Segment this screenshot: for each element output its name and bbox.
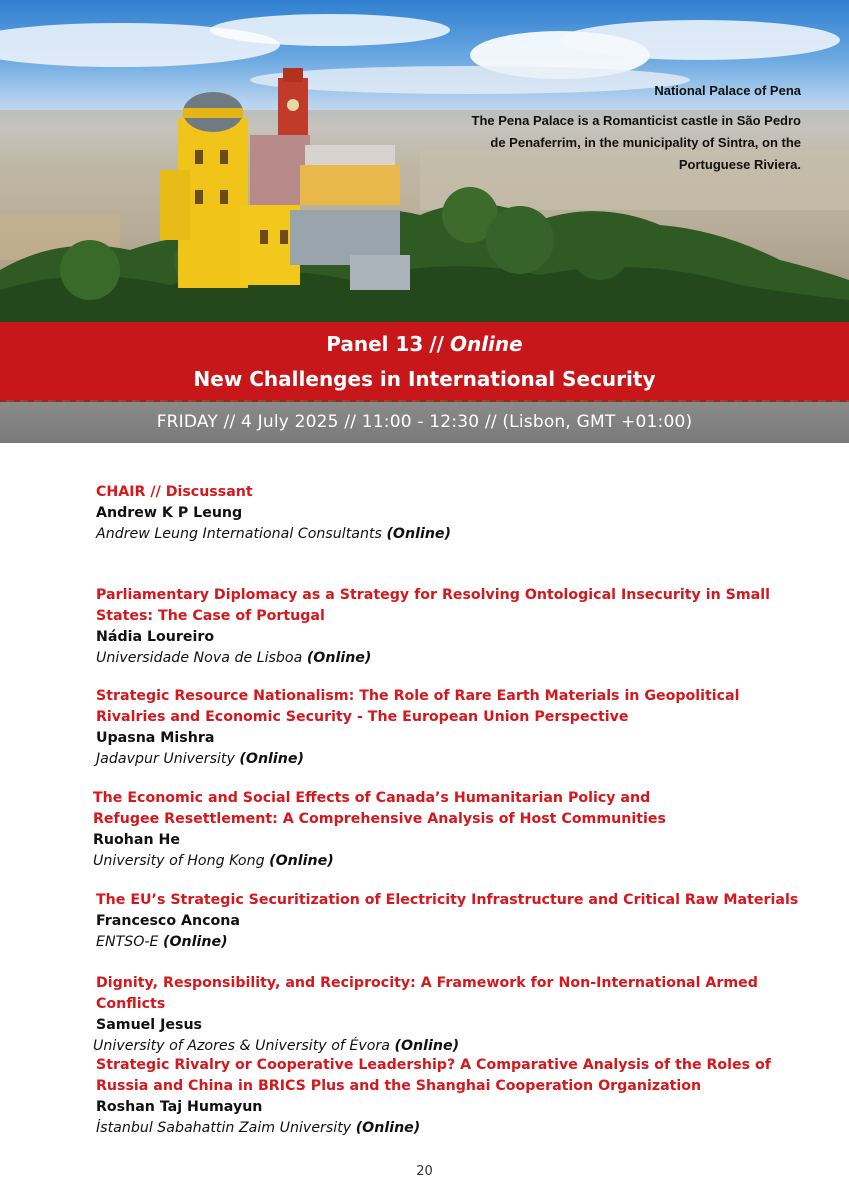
panel-mode: Online xyxy=(449,332,523,356)
paper-author: Upasna Mishra xyxy=(96,730,215,746)
paper-item xyxy=(96,585,806,669)
panel-heading xyxy=(0,330,849,358)
online-tag: (Online) xyxy=(306,650,372,666)
paper-item xyxy=(96,1055,806,1139)
caption-description: The Pena Palace is a Romanticist castle in São Pedro de Penaferrim, in the municipality of Sintra, on the Portuguese Riviera. xyxy=(471,113,801,172)
paper-affiliation xyxy=(96,749,806,770)
panel-separator: // xyxy=(429,332,444,356)
hero-photo xyxy=(0,0,849,322)
paper-affiliation xyxy=(96,1118,806,1139)
paper-title: Dignity, Responsibility, and Reciprocity: A Framework for Non-International Armed Conflicts xyxy=(96,975,758,1012)
paper-affiliation xyxy=(93,851,803,872)
online-tag: (Online) xyxy=(386,526,452,542)
online-tag: (Online) xyxy=(163,934,228,950)
paper-item xyxy=(93,788,803,872)
online-tag: (Online) xyxy=(394,1038,460,1054)
paper-title: Strategic Rivalry or Cooperative Leadership? A Comparative Analysis of the Roles of Russia and China in BRICS Plus and the Shanghai Cooperation Organization xyxy=(96,1057,771,1094)
paper-affiliation xyxy=(96,932,806,953)
paper-title: Parliamentary Diplomacy as a Strategy for Resolving Ontological Insecurity in Small States: The Case of Portugal xyxy=(96,587,770,624)
online-tag: (Online) xyxy=(355,1120,421,1136)
page-number: 20 xyxy=(416,1164,433,1179)
online-tag: (Online) xyxy=(269,853,334,869)
paper-title: The EU’s Strategic Securitization of Electricity Infrastructure and Critical Raw Materials xyxy=(96,892,799,908)
affiliation-text: University of Azores & University of Évora xyxy=(93,1038,390,1054)
chair-name: Andrew K P Leung xyxy=(96,505,243,521)
paper-item xyxy=(96,686,806,770)
paper-author: Nádia Loureiro xyxy=(96,629,215,645)
affiliation-text: University of Hong Kong xyxy=(93,853,265,869)
panel-banner xyxy=(0,322,849,402)
chair-affiliation xyxy=(96,524,806,545)
panel-title: New Challenges in International Security xyxy=(193,367,656,391)
affiliation-text: Universidade Nova de Lisboa xyxy=(96,650,303,666)
affiliation-text: İstanbul Sabahattin Zaim University xyxy=(96,1120,352,1136)
chair-block xyxy=(96,482,806,545)
paper-item xyxy=(93,973,806,1057)
affiliation-text: ENTSO-E xyxy=(96,934,159,950)
paper-author: Francesco Ancona xyxy=(96,913,240,929)
paper-title: Strategic Resource Nationalism: The Role of Rare Earth Materials in Geopolitical Rivalries and Economic Security - The European Union Perspective xyxy=(96,688,740,725)
panel-number: Panel 13 xyxy=(326,332,424,356)
paper-title: The Economic and Social Effects of Canada’s Humanitarian Policy and Refugee Resettlement: A Comprehensive Analysis of Host Communities xyxy=(93,790,666,827)
paper-author: Ruohan He xyxy=(93,832,180,848)
schedule-bar: FRIDAY // 4 July 2025 // 11:00 - 12:30 // (Lisbon, GMT +01:00) xyxy=(0,402,849,443)
paper-affiliation xyxy=(93,1036,806,1057)
caption-title: National Palace of Pena xyxy=(654,83,801,98)
affiliation-text: Andrew Leung International Consultants xyxy=(96,526,382,542)
photo-caption xyxy=(471,80,801,176)
online-tag: (Online) xyxy=(239,751,304,767)
paper-author: Roshan Taj Humayun xyxy=(96,1099,263,1115)
chair-label: CHAIR // Discussant xyxy=(96,484,253,500)
paper-author: Samuel Jesus xyxy=(96,1017,202,1033)
paper-item xyxy=(96,890,806,953)
affiliation-text: Jadavpur University xyxy=(96,751,235,767)
paper-affiliation xyxy=(96,648,806,669)
